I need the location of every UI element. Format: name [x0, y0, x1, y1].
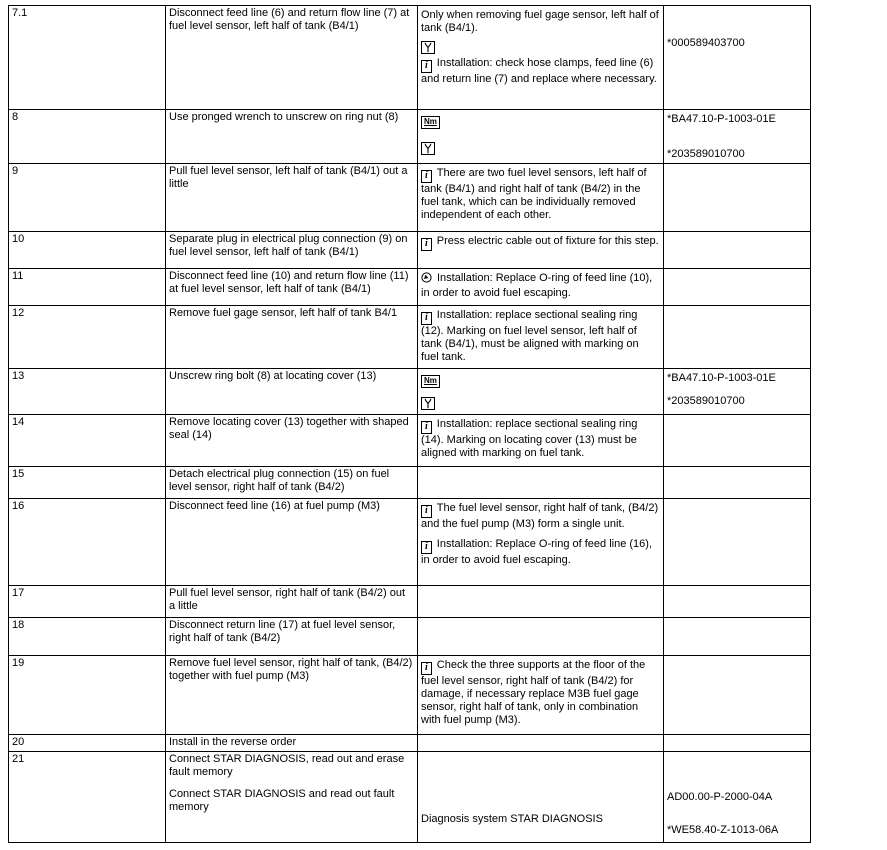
installation-icon	[421, 272, 432, 287]
note-segment	[421, 538, 659, 567]
document-code: *BA47.10-P-1003-01E	[667, 113, 776, 125]
info-icon: i	[421, 170, 432, 183]
special-tool-icon	[421, 397, 435, 410]
note-segment	[421, 272, 659, 300]
notes-cell	[418, 656, 664, 735]
document-code: *000589403700	[667, 37, 745, 49]
action-cell	[166, 6, 418, 110]
step-number-cell: 10	[9, 232, 166, 269]
table-row	[9, 586, 811, 618]
note-text: There are two fuel level sensors, left half of tank (B4/1) and right half of tank (B4/2) in the fuel tank, which can be individually removed independent of each other.	[421, 167, 647, 221]
action-text: Disconnect feed line (6) and return flow line (7) at fuel level sensor, left half of tank (B4/1)	[169, 7, 410, 32]
reference-cell	[664, 415, 811, 467]
note-text: Installation: Replace O-ring of feed line (10), in order to avoid fuel escaping.	[421, 272, 653, 299]
action-cell	[166, 618, 418, 656]
reference-cell	[664, 499, 811, 586]
document-code: *203589010700	[667, 148, 745, 160]
action-cell	[166, 369, 418, 415]
action-text: Pull fuel level sensor, right half of tank (B4/2) out a little	[169, 587, 406, 612]
action-text: Connect STAR DIAGNOSIS, read out and erase fault memory	[169, 753, 405, 778]
action-text: Install in the reverse order	[169, 736, 297, 748]
reference-cell	[664, 656, 811, 735]
note-segment	[421, 139, 659, 155]
note-text: Installation: replace sectional sealing ring (14). Marking on locating cover (13) must be aligned with marking on fuel tank.	[421, 418, 638, 459]
table-row	[9, 415, 811, 467]
document-code: *203589010700	[667, 395, 745, 407]
action-cell	[166, 110, 418, 164]
note-segment	[421, 38, 659, 54]
reference-cell	[664, 735, 811, 752]
action-text: Disconnect return line (17) at fuel level sensor, right half of tank (B4/2)	[169, 619, 396, 644]
notes-cell	[418, 618, 664, 656]
step-number-cell: 18	[9, 618, 166, 656]
step-number-cell: 20	[9, 735, 166, 752]
reference-cell	[664, 110, 811, 164]
note-segment	[421, 813, 659, 826]
action-cell	[166, 735, 418, 752]
action-cell	[166, 164, 418, 232]
action-cell	[166, 656, 418, 735]
action-text: Disconnect feed line (10) and return flow line (11) at fuel level sensor, left half of tank (B4/1)	[169, 270, 409, 295]
notes-cell	[418, 586, 664, 618]
action-text: Use pronged wrench to unscrew on ring nut (8)	[169, 111, 399, 123]
document-code: *BA47.10-P-1003-01E	[667, 372, 776, 384]
reference-cell	[664, 618, 811, 656]
step-number-cell: 13	[9, 369, 166, 415]
info-icon: i	[421, 662, 432, 675]
action-text: Detach electrical plug connection (15) on fuel level sensor, right half of tank (B4/2)	[169, 468, 390, 493]
table-row	[9, 499, 811, 586]
action-text: Disconnect feed line (16) at fuel pump (M3)	[169, 500, 380, 512]
notes-cell	[418, 164, 664, 232]
note-segment	[421, 113, 659, 129]
notes-cell	[418, 369, 664, 415]
procedure-table-body	[9, 6, 811, 843]
table-row	[9, 306, 811, 369]
note-segment	[421, 57, 659, 86]
info-icon: i	[421, 505, 432, 518]
notes-cell	[418, 6, 664, 110]
action-text: Remove fuel level sensor, right half of tank, (B4/2) together with fuel pump (M3)	[169, 657, 413, 682]
note-text: The fuel level sensor, right half of tank, (B4/2) and the fuel pump (M3) form a single unit.	[421, 502, 659, 530]
notes-cell	[418, 415, 664, 467]
table-row	[9, 752, 811, 843]
special-tool-icon	[421, 142, 435, 155]
note-text: Installation: Replace O-ring of feed line (16), in order to avoid fuel escaping.	[421, 538, 653, 566]
reference-cell	[664, 467, 811, 499]
torque-icon: Nm	[421, 375, 440, 388]
note-text: Installation: replace sectional sealing ring (12). Marking on fuel level sensor, left half of tank (B4/1), must be aligned with marking on fuel tank.	[421, 309, 639, 363]
step-number-cell: 21	[9, 752, 166, 843]
notes-cell	[418, 110, 664, 164]
step-number-cell: 12	[9, 306, 166, 369]
action-text: Pull fuel level sensor, left half of tank (B4/1) out a little	[169, 165, 408, 190]
document-code: *WE58.40-Z-1013-06A	[667, 824, 779, 836]
notes-cell	[418, 306, 664, 369]
notes-cell	[418, 269, 664, 306]
action-cell	[166, 499, 418, 586]
note-text: Only when removing fuel gage sensor, left half of tank (B4/1).	[421, 9, 659, 34]
notes-cell	[418, 467, 664, 499]
reference-cell	[664, 752, 811, 843]
special-tool-icon	[421, 41, 435, 54]
reference-cell	[664, 306, 811, 369]
reference-cell	[664, 586, 811, 618]
step-number-cell: 16	[9, 499, 166, 586]
step-number-cell: 8	[9, 110, 166, 164]
table-row	[9, 735, 811, 752]
table-row	[9, 656, 811, 735]
action-cell	[166, 752, 418, 843]
note-segment	[421, 372, 659, 388]
notes-cell	[418, 232, 664, 269]
reference-cell	[664, 269, 811, 306]
action-cell	[166, 415, 418, 467]
step-number-cell: 17	[9, 586, 166, 618]
note-segment	[421, 418, 659, 460]
note-segment	[421, 394, 659, 410]
table-row	[9, 232, 811, 269]
notes-cell	[418, 735, 664, 752]
procedure-table	[8, 5, 811, 843]
torque-icon: Nm	[421, 116, 440, 129]
table-row	[9, 618, 811, 656]
note-segment	[421, 9, 659, 35]
action-text: Separate plug in electrical plug connection (9) on fuel level sensor, left half of tank (B4/1)	[169, 233, 408, 258]
info-icon: i	[421, 421, 432, 434]
note-segment	[421, 659, 659, 727]
table-row	[9, 467, 811, 499]
info-icon: i	[421, 238, 432, 251]
action-text: Connect STAR DIAGNOSIS and read out fault memory	[169, 788, 395, 813]
action-cell	[166, 232, 418, 269]
note-text: Diagnosis system STAR DIAGNOSIS	[421, 813, 603, 825]
document-code: AD00.00-P-2000-04A	[667, 791, 773, 803]
notes-cell	[418, 752, 664, 843]
step-number-cell: 9	[9, 164, 166, 232]
note-segment	[421, 309, 659, 364]
note-text: Installation: check hose clamps, feed line (6) and return line (7) and replace where necessary.	[421, 57, 657, 85]
step-number-cell: 14	[9, 415, 166, 467]
notes-cell	[418, 499, 664, 586]
info-icon: i	[421, 60, 432, 73]
action-cell	[166, 586, 418, 618]
step-number-cell: 19	[9, 656, 166, 735]
step-number-cell: 7.1	[9, 6, 166, 110]
table-row	[9, 164, 811, 232]
action-text: Unscrew ring bolt (8) at locating cover (13)	[169, 370, 377, 382]
note-segment	[421, 167, 659, 222]
table-row	[9, 269, 811, 306]
action-cell	[166, 467, 418, 499]
note-segment	[421, 235, 659, 251]
info-icon: i	[421, 541, 432, 554]
reference-cell	[664, 6, 811, 110]
step-number-cell: 11	[9, 269, 166, 306]
action-text: Remove locating cover (13) together with shaped seal (14)	[169, 416, 409, 441]
reference-cell	[664, 232, 811, 269]
table-row	[9, 369, 811, 415]
note-segment	[421, 502, 659, 531]
action-cell	[166, 269, 418, 306]
note-text: Press electric cable out of fixture for this step.	[436, 235, 659, 247]
reference-cell	[664, 164, 811, 232]
reference-cell	[664, 369, 811, 415]
info-icon: i	[421, 312, 432, 325]
table-row	[9, 110, 811, 164]
note-text: Check the three supports at the floor of the fuel level sensor, right half of tank (B4/2) for damage, if necessary replace M3B fuel gage sensor, right half of tank, only in combination with fuel pump (M3).	[421, 659, 646, 726]
action-text: Remove fuel gage sensor, left half of tank B4/1	[169, 307, 398, 319]
action-cell	[166, 306, 418, 369]
table-row	[9, 6, 811, 110]
step-number-cell: 15	[9, 467, 166, 499]
